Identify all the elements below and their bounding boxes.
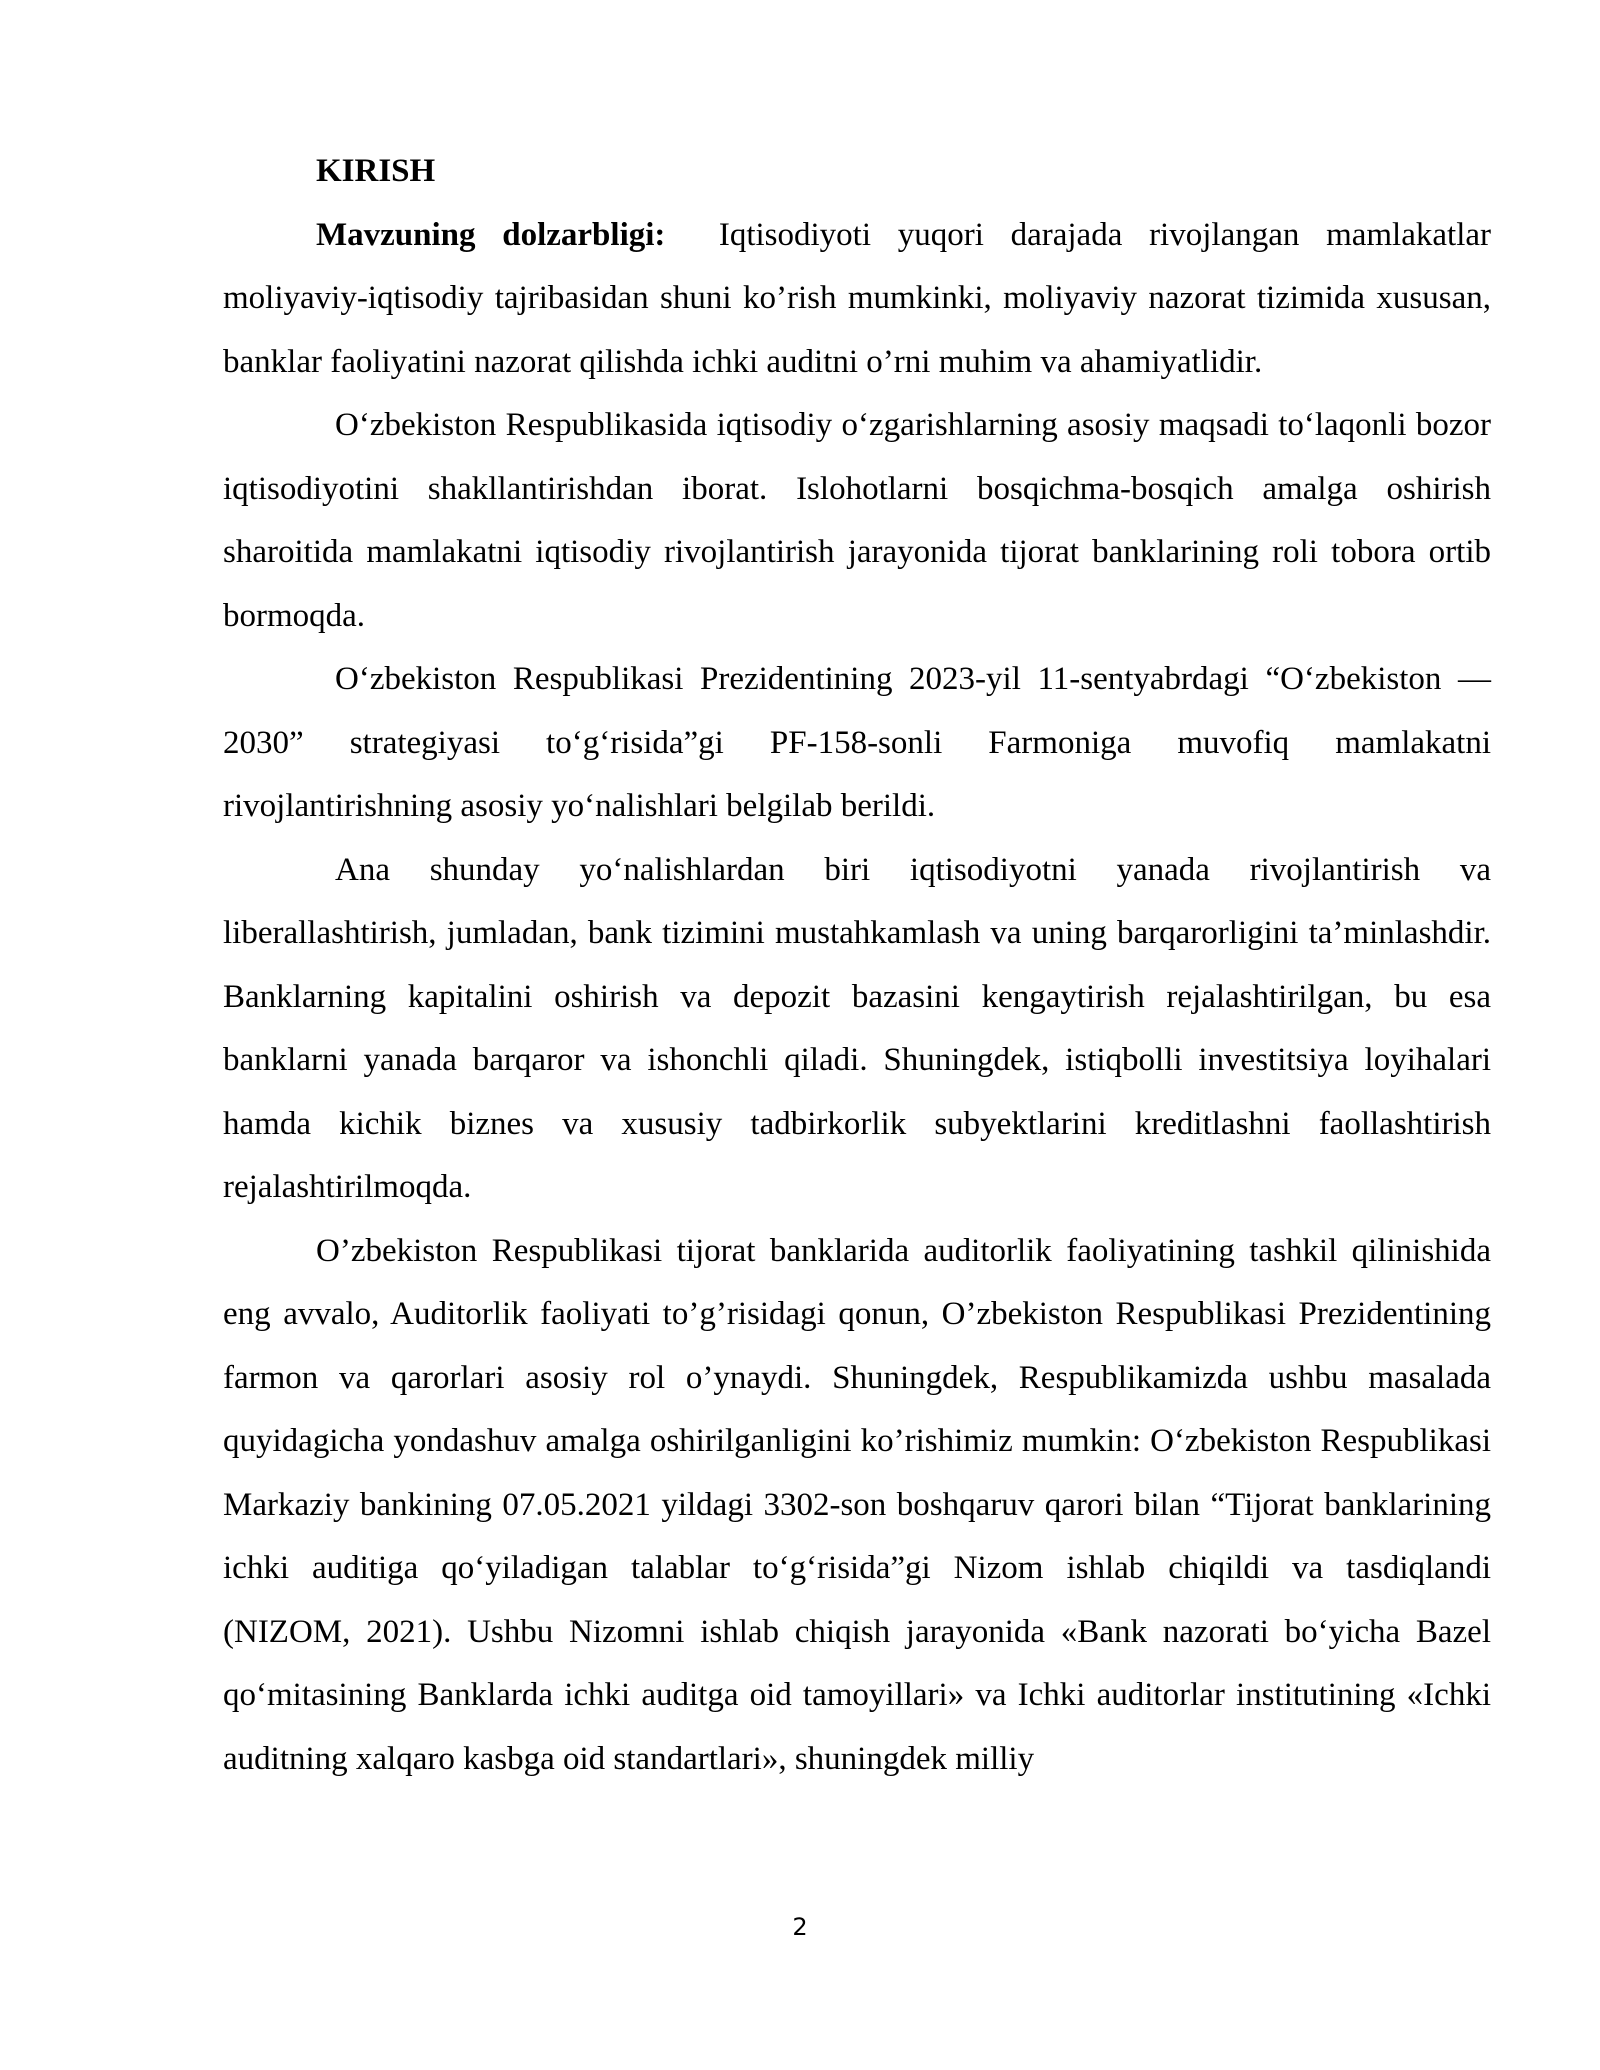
paragraph-reforms: O‘zbekiston Respublikasida iqtisodiy o‘zgarishlarning asosiy maqsadi to‘laqonli bozor iqtisodiyotini shakllantirishdan iborat. Islohotlarni bosqichma-bosqich amalga oshirish sharoitida mamlakatni iqtisodiy rivojlantirish jarayonida tijorat banklarining roli tobora ortib bormoqda. [223,407,1491,634]
intro-text: Iqtisodiyoti yuqori darajada rivojlangan mamlakatlar moliyaviy-iqtisodiy tajribasidan shuni ko’rish mumkinki, moliyaviy nazorat tizimida xususan, banklar faoliyatini nazorat qilishda ichki auditni o’rni muhim va ahamiyatlidir. [223,216,1491,380]
section-heading: KIRISH [316,153,436,189]
intro-lead: Mavzuning dolzarbligi: [316,216,666,253]
page-number: 2 [792,1913,808,1941]
paragraph-banking-system: Ana shunday yo‘nalishlardan biri iqtisodiyotni yanada rivojlantirish va liberallashtirish, jumladan, bank tizimini mustahkamlash va uning barqarorligini ta’minlashdir. Banklarning kapitalini oshirish va depozit bazasini kengaytirish rejalashtirilgan, bu esa banklarni yanada barqaror va ishonchli qiladi. Shuningdek, istiqbolli investitsiya loyihalari hamda kichik biznes va xususiy tadbirkorlik subyektlarini kreditlashni faollashtirish rejalashtirilmoqda. [223,851,1491,1205]
document-body [223,140,1491,1791]
paragraph-audit-regulation: O’zbekiston Respublikasi tijorat banklarida auditorlik faoliyatining tashkil qilinishida eng avvalo, Auditorlik faoliyati to’g’risidagi qonun, O’zbekiston Respublikasi Prezidentining farmon va qarorlari asosiy rol o’ynaydi. Shuningdek, Respublikamizda ushbu masalada quyidagicha yondashuv amalga oshirilganligini ko’rishimiz mumkin: O‘zbekiston Respublikasi Markaziy bankining 07.05.2021 yildagi 3302-son boshqaruv qarori bilan “Tijorat banklarining ichki auditiga qo‘yiladigan talablar to‘g‘risida”gi Nizom ishlab chiqildi va tasdiqlandi (NIZOM, 2021). Ushbu Nizomni ishlab chiqish jarayonida «Bank nazorati bo‘yicha Bazel qo‘mitasining Banklarda ichki auditga oid tamoyillari» va Ichki auditorlar institutining «Ichki auditning xalqaro kasbga oid standartlari», shuningdek milliy [223,1232,1491,1777]
intro-paragraph [223,204,1491,395]
paragraph-decree: O‘zbekiston Respublikasi Prezidentining 2023-yil 11-sentyabrdagi “O‘zbekiston — 2030” strategiyasi to‘g‘risida”gi PF-158-sonli Farmoniga muvofiq mamlakatni rivojlantirishning asosiy yo‘nalishlari belgilab berildi. [223,661,1491,824]
